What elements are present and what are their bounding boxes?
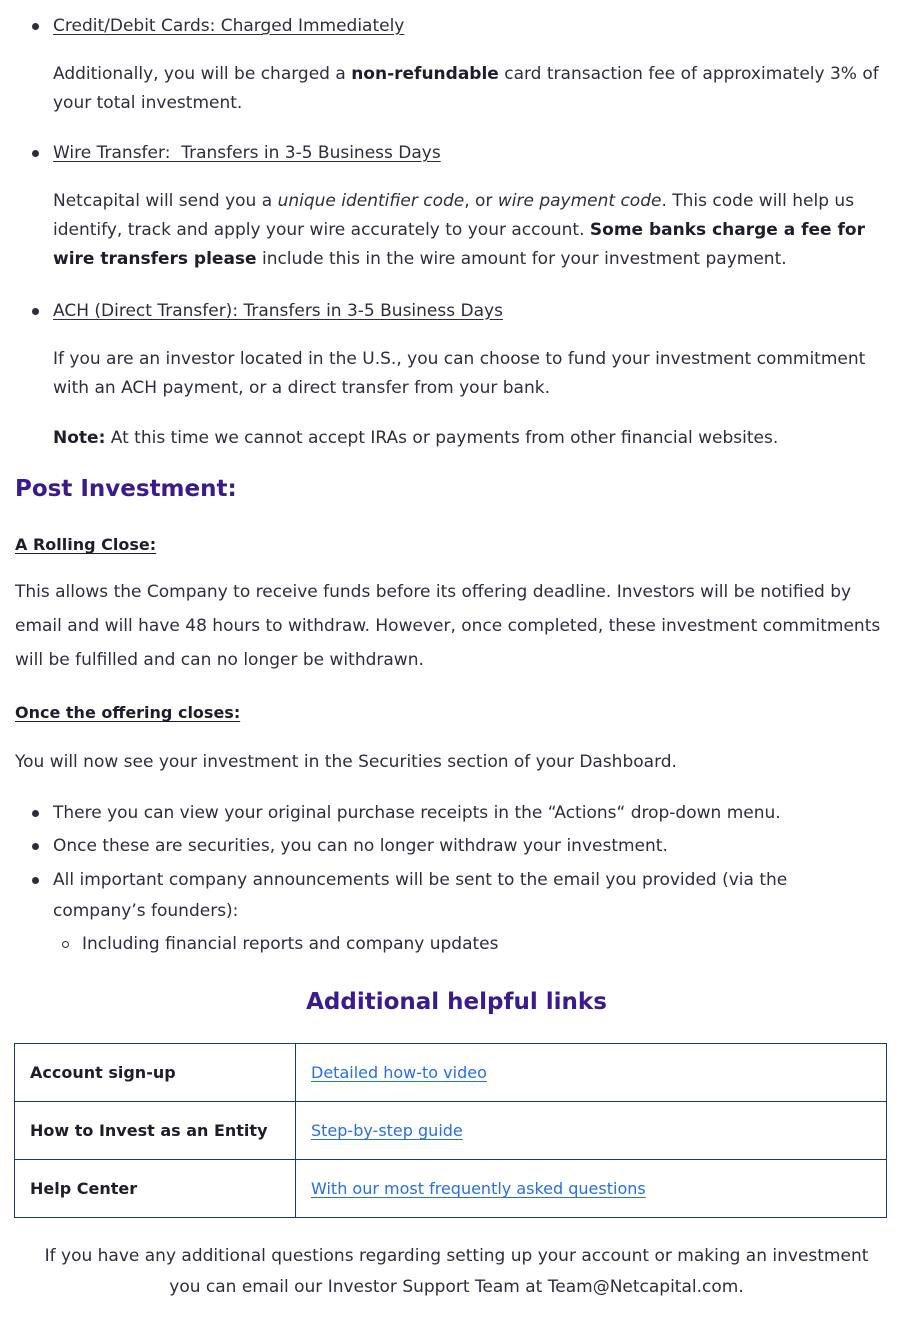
helpful-links-heading: Additional helpful links: [306, 989, 607, 1015]
credit-desc-bold: non-refundable: [351, 64, 499, 84]
wire-transfer-title: Wire Transfer: Transfers in 3-5 Business Days: [53, 143, 441, 163]
credit-card-title: Credit/Debit Cards: Charged Immediately: [53, 16, 405, 36]
row-link-cell: [296, 1102, 887, 1160]
row-label: Help Center: [15, 1160, 296, 1218]
note-label: Note:: [53, 428, 106, 448]
list-item-text: Once these are securities, you can no longer withdraw your investment.: [53, 836, 668, 856]
helpful-links-table: [14, 1043, 887, 1218]
list-item-text: There you can view your original purchase receipts in the “Actions“ drop-down menu.: [53, 803, 781, 823]
bullet-icon: [32, 877, 39, 884]
wire-transfer-description: [53, 187, 891, 274]
list-item: [32, 866, 893, 895]
row-label: How to Invest as an Entity: [15, 1102, 296, 1160]
bullet-icon: [32, 23, 39, 30]
hollow-bullet-icon: [62, 941, 69, 948]
wire-desc-part: , or: [464, 191, 498, 211]
wire-desc-italic: unique identifier code: [277, 191, 465, 211]
rolling-close-heading: A Rolling Close:: [15, 535, 157, 554]
wire-transfer-item: [32, 139, 893, 168]
wire-desc-part: include this in the wire amount for your investment payment.: [256, 249, 787, 269]
post-investment-heading: Post Investment:: [15, 476, 237, 502]
wire-desc-italic: wire payment code: [497, 191, 662, 211]
sub-list-item-text: Including financial reports and company updates: [82, 934, 499, 954]
row-link-cell: [296, 1044, 887, 1102]
how-to-video-link[interactable]: Detailed how-to video: [311, 1063, 487, 1082]
credit-desc-part: Additionally, you will be charged a: [53, 64, 352, 84]
credit-card-item: [32, 12, 893, 41]
row-label: Account sign-up: [15, 1044, 296, 1102]
bullet-icon: [32, 843, 39, 850]
list-item-text: company’s founders):: [53, 901, 239, 921]
ach-note: [53, 424, 891, 453]
credit-desc-part: card transaction fee of approximately 3% of your total investment.: [53, 64, 879, 113]
credit-card-description: [53, 60, 891, 118]
wire-desc-bold: Some banks charge a fee for wire transfers please: [53, 220, 865, 269]
list-item-text: All important company announcements will be sent to the email you provided (via the: [53, 870, 788, 890]
ach-transfer-description: If you are an investor located in the U.S., you can choose to fund your investment commitment with an ACH payment, or a direct transfer from your bank.: [53, 349, 866, 398]
list-item: [32, 832, 893, 861]
help-center-link[interactable]: With our most frequently asked questions: [311, 1179, 646, 1198]
offering-closes-text: You will now see your investment in the Securities section of your Dashboard.: [15, 752, 677, 772]
table-row: [15, 1160, 887, 1218]
wire-desc-part: . This code will help us identify, track and apply your wire accurately to your account.: [53, 191, 855, 240]
support-footer-text: If you have any additional questions regarding setting up your account or making an investment you can email our Investor Support Team at Team@Netcapital.com.: [44, 1246, 869, 1297]
sub-list-item: [62, 930, 893, 959]
bullet-icon: [32, 308, 39, 315]
list-item: [32, 799, 893, 828]
ach-transfer-title: ACH (Direct Transfer): Transfers in 3-5 Business Days: [53, 301, 503, 321]
ach-transfer-item: [32, 297, 893, 326]
table-row: [15, 1102, 887, 1160]
row-link-cell: [296, 1160, 887, 1218]
entity-guide-link[interactable]: Step-by-step guide: [311, 1121, 463, 1140]
bullet-icon: [32, 150, 39, 157]
list-item-continuation: [32, 897, 893, 926]
offering-closes-heading: Once the offering closes:: [15, 703, 241, 722]
note-text: At this time we cannot accept IRAs or payments from other financial websites.: [105, 428, 779, 448]
wire-desc-part: Netcapital will send you a: [53, 191, 278, 211]
table-row: [15, 1044, 887, 1102]
bullet-icon: [32, 810, 39, 817]
rolling-close-text: This allows the Company to receive funds before its offering deadline. Investors will be notified by email and will have 48 hours to withdraw. However, once completed, these investment commitments will be fulfilled and can no longer be withdrawn.: [15, 582, 881, 670]
